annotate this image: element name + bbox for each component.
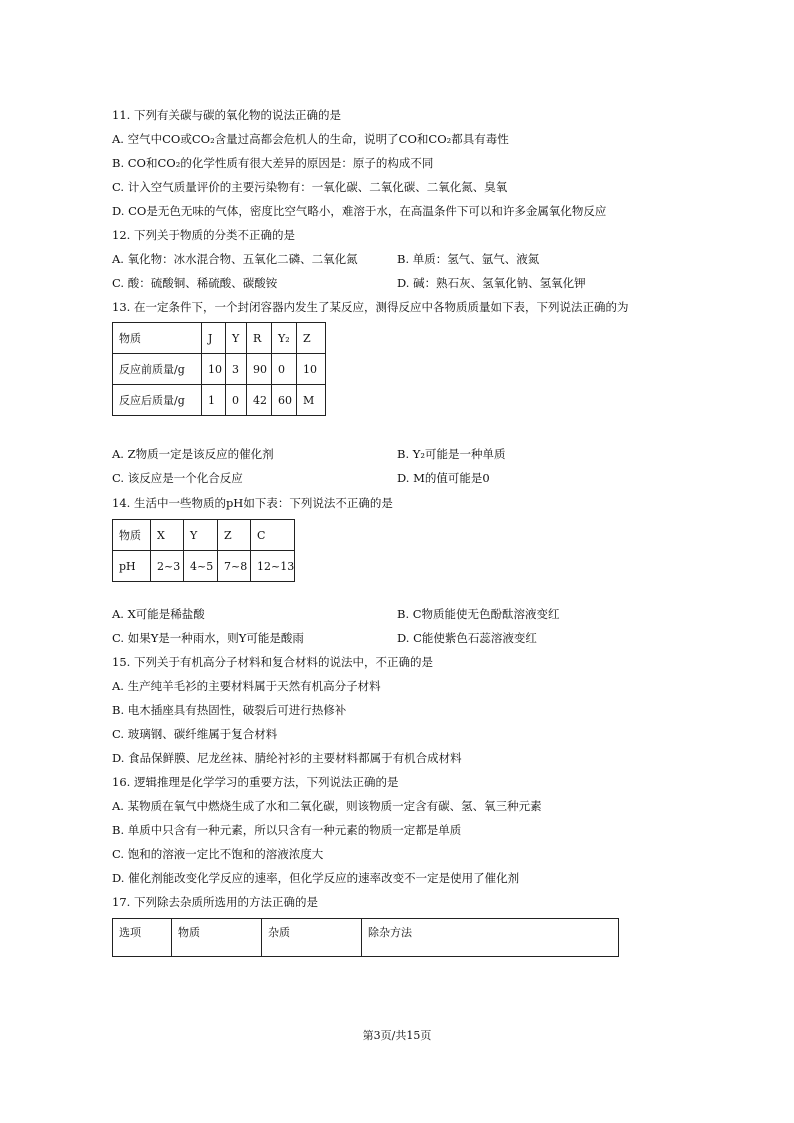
q12-option-a: A. 氧化物：冰水混合物、五氧化二磷、二氧化氮 [112,252,358,266]
table-cell: 4~5 [184,551,218,582]
q14-option-c: C. 如果Y是一种雨水，则Y可能是酸雨 [112,631,304,645]
table-cell: Y [184,520,218,551]
table-header-cell: 物质 [172,919,262,957]
page-number-footer: 第3页/共15页 [362,1029,432,1042]
table-cell: pH [113,551,151,582]
table-cell: X [151,520,184,551]
q16-option-c: C. 饱和的溶液一定比不饱和的溶液浓度大 [112,847,324,861]
q16-option-a: A. 某物质在氧气中燃烧生成了水和二氧化碳，则该物质一定含有碳、氢、氧三种元素 [112,799,542,813]
q15-option-d: D. 食品保鲜膜、尼龙丝袜、腈纶衬衫的主要材料都属于有机合成材料 [112,751,462,765]
table-cell: 60 [272,385,297,416]
table-cell: 10 [202,354,226,385]
table-row [113,354,326,385]
q16-option-d: D. 催化剂能改变化学反应的速率，但化学反应的速率改变不一定是使用了催化剂 [112,871,520,885]
table-cell: Y₂ [272,323,297,354]
q13-stem: 13. 在一定条件下，一个封闭容器内发生了某反应，测得反应中各物质质量如下表，下列说法正确的为 [112,300,629,314]
q12-option-d: D. 碱：熟石灰、氢氧化钠、氢氧化钾 [397,276,586,290]
q16-option-b: B. 单质中只含有一种元素，所以只含有一种元素的物质一定都是单质 [112,823,462,837]
table-row [113,323,326,354]
table-cell: Z [218,520,251,551]
table-cell: R [247,323,272,354]
table-cell: 反应后质量/g [113,385,202,416]
table-row [113,520,295,551]
q15-option-a: A. 生产纯羊毛衫的主要材料属于天然有机高分子材料 [112,679,381,693]
table-row [113,551,295,582]
table-header-cell: 除杂方法 [362,919,619,957]
q11-option-b: B. CO和CO₂的化学性质有很大差异的原因是：原子的构成不同 [112,156,434,170]
table-cell: J [202,323,226,354]
table-cell: C [251,520,295,551]
table-header-cell: 杂质 [262,919,362,957]
q15-option-b: B. 电木插座具有热固性，破裂后可进行热修补 [112,703,347,717]
q12-stem: 12. 下列关于物质的分类不正确的是 [112,228,295,242]
q11-option-d: D. CO是无色无味的气体，密度比空气略小，难溶于水，在高温条件下可以和许多金属氧化物反应 [112,204,607,218]
q11-option-c: C. 计入空气质量评价的主要污染物有：一氧化碳、二氧化碳、二氧化氮、臭氧 [112,180,508,194]
table-cell: 12~13 [251,551,295,582]
q17-stem: 17. 下列除去杂质所选用的方法正确的是 [112,895,318,909]
table-cell: 10 [297,354,326,385]
table-cell: 0 [226,385,247,416]
q14-ph-table [112,519,295,582]
q14-option-b: B. C物质能使无色酚酞溶液变红 [397,607,560,621]
q12-option-b: B. 单质：氢气、氩气、液氮 [397,252,540,266]
table-header-row [113,919,619,957]
q13-mass-table [112,322,326,416]
table-cell: 1 [202,385,226,416]
table-cell: Z [297,323,326,354]
q14-option-a: A. X可能是稀盐酸 [112,607,205,621]
q13-option-a: A. Z物质一定是该反应的催化剂 [112,447,274,461]
table-cell: 3 [226,354,247,385]
q15-option-c: C. 玻璃钢、碳纤维属于复合材料 [112,727,278,741]
q17-purification-table [112,918,619,957]
q14-option-d: D. C能使紫色石蕊溶液变红 [397,631,537,645]
table-header-cell: 选项 [113,919,172,957]
q12-option-c: C. 酸：硫酸铜、稀硫酸、碳酸铵 [112,276,278,290]
q14-stem: 14. 生活中一些物质的pH如下表：下列说法不正确的是 [112,496,393,510]
q16-stem: 16. 逻辑推理是化学学习的重要方法，下列说法正确的是 [112,775,399,789]
table-cell: Y [226,323,247,354]
table-cell: M [297,385,326,416]
table-cell: 2~3 [151,551,184,582]
q11-option-a: A. 空气中CO或CO₂含量过高都会危机人的生命，说明了CO和CO₂都具有毒性 [112,132,509,146]
table-row [113,385,326,416]
table-cell: 42 [247,385,272,416]
table-cell: 物质 [113,520,151,551]
table-cell: 物质 [113,323,202,354]
table-cell: 7~8 [218,551,251,582]
table-cell: 90 [247,354,272,385]
q11-stem: 11. 下列有关碳与碳的氧化物的说法正确的是 [112,108,341,122]
q13-option-b: B. Y₂可能是一种单质 [397,447,506,461]
table-cell: 0 [272,354,297,385]
table-cell: 反应前质量/g [113,354,202,385]
q13-option-d: D. M的值可能是0 [397,471,490,485]
q15-stem: 15. 下列关于有机高分子材料和复合材料的说法中，不正确的是 [112,655,433,669]
q13-option-c: C. 该反应是一个化合反应 [112,471,243,485]
